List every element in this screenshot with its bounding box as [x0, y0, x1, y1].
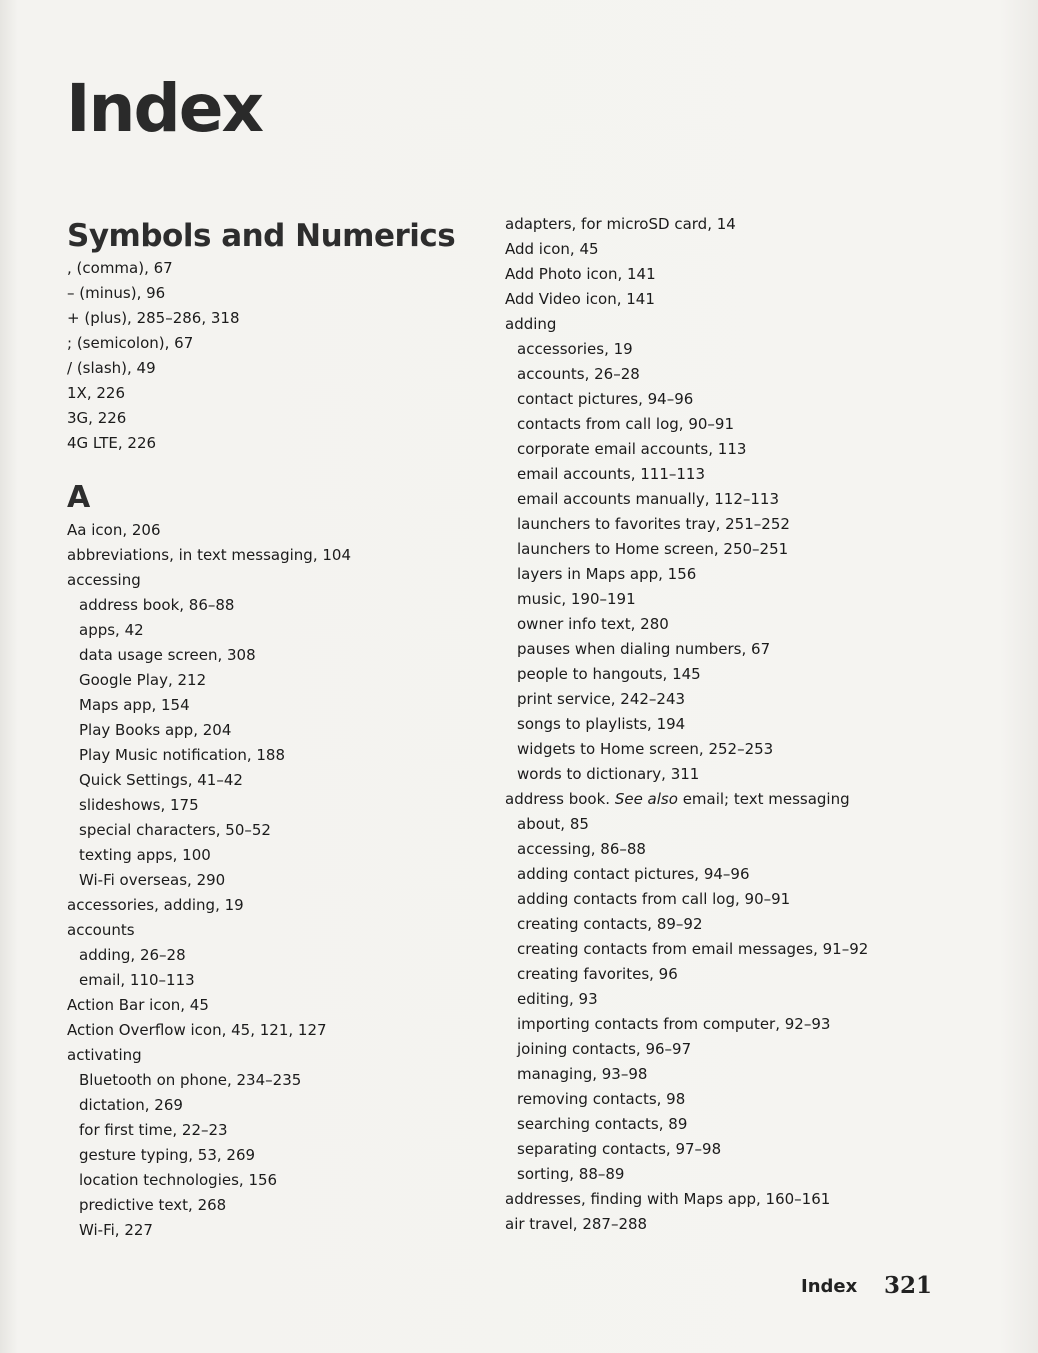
- right-entry-list: [505, 212, 965, 787]
- index-entry-address-book: [505, 787, 965, 812]
- index-subentry: accessing, 86–88: [517, 840, 646, 858]
- index-entry: + (plus), 285–286, 318: [67, 309, 240, 327]
- index-subentry: corporate email accounts, 113: [517, 440, 747, 458]
- address-book-subentry-list: [505, 812, 965, 1237]
- index-subentry: special characters, 50–52: [79, 821, 271, 839]
- page-title: Index: [66, 70, 263, 147]
- index-entry: , (comma), 67: [67, 259, 173, 277]
- index-subentry: creating contacts, 89–92: [517, 915, 703, 933]
- index-subentry: Maps app, 154: [79, 696, 190, 714]
- a-entry-list: [67, 518, 487, 1243]
- index-subentry: Play Books app, 204: [79, 721, 232, 739]
- index-subentry: adding contact pictures, 94–96: [517, 865, 750, 883]
- index-entry: – (minus), 96: [67, 284, 166, 302]
- index-entry: Action Overflow icon, 45, 121, 127: [67, 1021, 327, 1039]
- index-subentry: songs to playlists, 194: [517, 715, 686, 733]
- index-subentry: slideshows, 175: [79, 796, 199, 814]
- index-subentry: words to dictionary, 311: [517, 765, 700, 783]
- see-also-label: See also: [614, 790, 678, 808]
- index-entry: adapters, for microSD card, 14: [505, 215, 736, 233]
- index-subentry: data usage screen, 308: [79, 646, 256, 664]
- index-subentry: contacts from call log, 90–91: [517, 415, 735, 433]
- index-subentry: apps, 42: [79, 621, 144, 639]
- index-entry: / (slash), 49: [67, 359, 156, 377]
- index-subentry: removing contacts, 98: [517, 1090, 686, 1108]
- index-entry: Add icon, 45: [505, 240, 599, 258]
- index-subentry: email accounts, 111–113: [517, 465, 706, 483]
- index-entry: 3G, 226: [67, 409, 127, 427]
- address-book-tail: email; text messaging: [677, 790, 850, 808]
- index-entry: activating: [67, 1046, 142, 1064]
- index-subentry: accounts, 26–28: [517, 365, 640, 383]
- index-subentry: location technologies, 156: [79, 1171, 278, 1189]
- index-subentry: Bluetooth on phone, 234–235: [79, 1071, 302, 1089]
- index-subentry: people to hangouts, 145: [517, 665, 701, 683]
- index-subentry: Play Music notification, 188: [79, 746, 286, 764]
- index-subentry: launchers to favorites tray, 251–252: [517, 515, 790, 533]
- index-subentry: gesture typing, 53, 269: [79, 1146, 256, 1164]
- index-subentry: owner info text, 280: [517, 615, 669, 633]
- index-subentry: sorting, 88–89: [517, 1165, 625, 1183]
- index-subentry: print service, 242–243: [517, 690, 686, 708]
- index-entry: 4G LTE, 226: [67, 434, 157, 452]
- index-subentry: dictation, 269: [79, 1096, 183, 1114]
- index-subentry: Quick Settings, 41–42: [79, 771, 243, 789]
- index-subentry: searching contacts, 89: [517, 1115, 688, 1133]
- index-entry: adding: [505, 315, 557, 333]
- index-subentry: adding contacts from call log, 90–91: [517, 890, 791, 908]
- index-subentry: texting apps, 100: [79, 846, 211, 864]
- index-entry: accounts: [67, 921, 135, 939]
- index-entry: air travel, 287–288: [505, 1215, 648, 1233]
- index-subentry: widgets to Home screen, 252–253: [517, 740, 774, 758]
- index-subentry: accessories, 19: [517, 340, 633, 358]
- index-subentry: about, 85: [517, 815, 589, 833]
- index-subentry: layers in Maps app, 156: [517, 565, 697, 583]
- index-subentry: creating favorites, 96: [517, 965, 678, 983]
- index-subentry: email, 110–113: [79, 971, 195, 989]
- index-entry: addresses, finding with Maps app, 160–161: [505, 1190, 831, 1208]
- index-subentry: Google Play, 212: [79, 671, 207, 689]
- index-subentry: for first time, 22–23: [79, 1121, 228, 1139]
- footer-section-name: Index: [801, 1276, 858, 1297]
- index-entry: abbreviations, in text messaging, 104: [67, 546, 351, 564]
- index-subentry: Wi-Fi, 227: [79, 1221, 153, 1239]
- section-heading-a: A: [67, 480, 91, 515]
- index-subentry: launchers to Home screen, 250–251: [517, 540, 789, 558]
- right-column: [505, 212, 965, 1237]
- index-entry: ; (semicolon), 67: [67, 334, 194, 352]
- index-entry: Add Video icon, 141: [505, 290, 655, 308]
- index-entry: Aa icon, 206: [67, 521, 161, 539]
- footer-page-number: 321: [884, 1272, 933, 1299]
- index-subentry: joining contacts, 96–97: [517, 1040, 692, 1058]
- index-entry: 1X, 226: [67, 384, 125, 402]
- address-book-lead: address book.: [505, 790, 615, 808]
- symbols-entry-list: [67, 256, 487, 456]
- index-subentry: email accounts manually, 112–113: [517, 490, 779, 508]
- index-subentry: music, 190–191: [517, 590, 636, 608]
- index-subentry: importing contacts from computer, 92–93: [517, 1015, 831, 1033]
- index-subentry: editing, 93: [517, 990, 598, 1008]
- index-subentry: creating contacts from email messages, 91–92: [517, 940, 869, 958]
- index-entry: Add Photo icon, 141: [505, 265, 656, 283]
- index-subentry: contact pictures, 94–96: [517, 390, 694, 408]
- index-subentry: adding, 26–28: [79, 946, 186, 964]
- index-entry: Action Bar icon, 45: [67, 996, 209, 1014]
- index-subentry: Wi-Fi overseas, 290: [79, 871, 226, 889]
- index-subentry: address book, 86–88: [79, 596, 235, 614]
- index-subentry: pauses when dialing numbers, 67: [517, 640, 771, 658]
- index-entry: accessories, adding, 19: [67, 896, 244, 914]
- left-column: [67, 256, 487, 1243]
- index-entry: accessing: [67, 571, 141, 589]
- section-heading-symbols: Symbols and Numerics: [67, 218, 456, 254]
- index-subentry: separating contacts, 97–98: [517, 1140, 722, 1158]
- index-subentry: managing, 93–98: [517, 1065, 648, 1083]
- index-subentry: predictive text, 268: [79, 1196, 227, 1214]
